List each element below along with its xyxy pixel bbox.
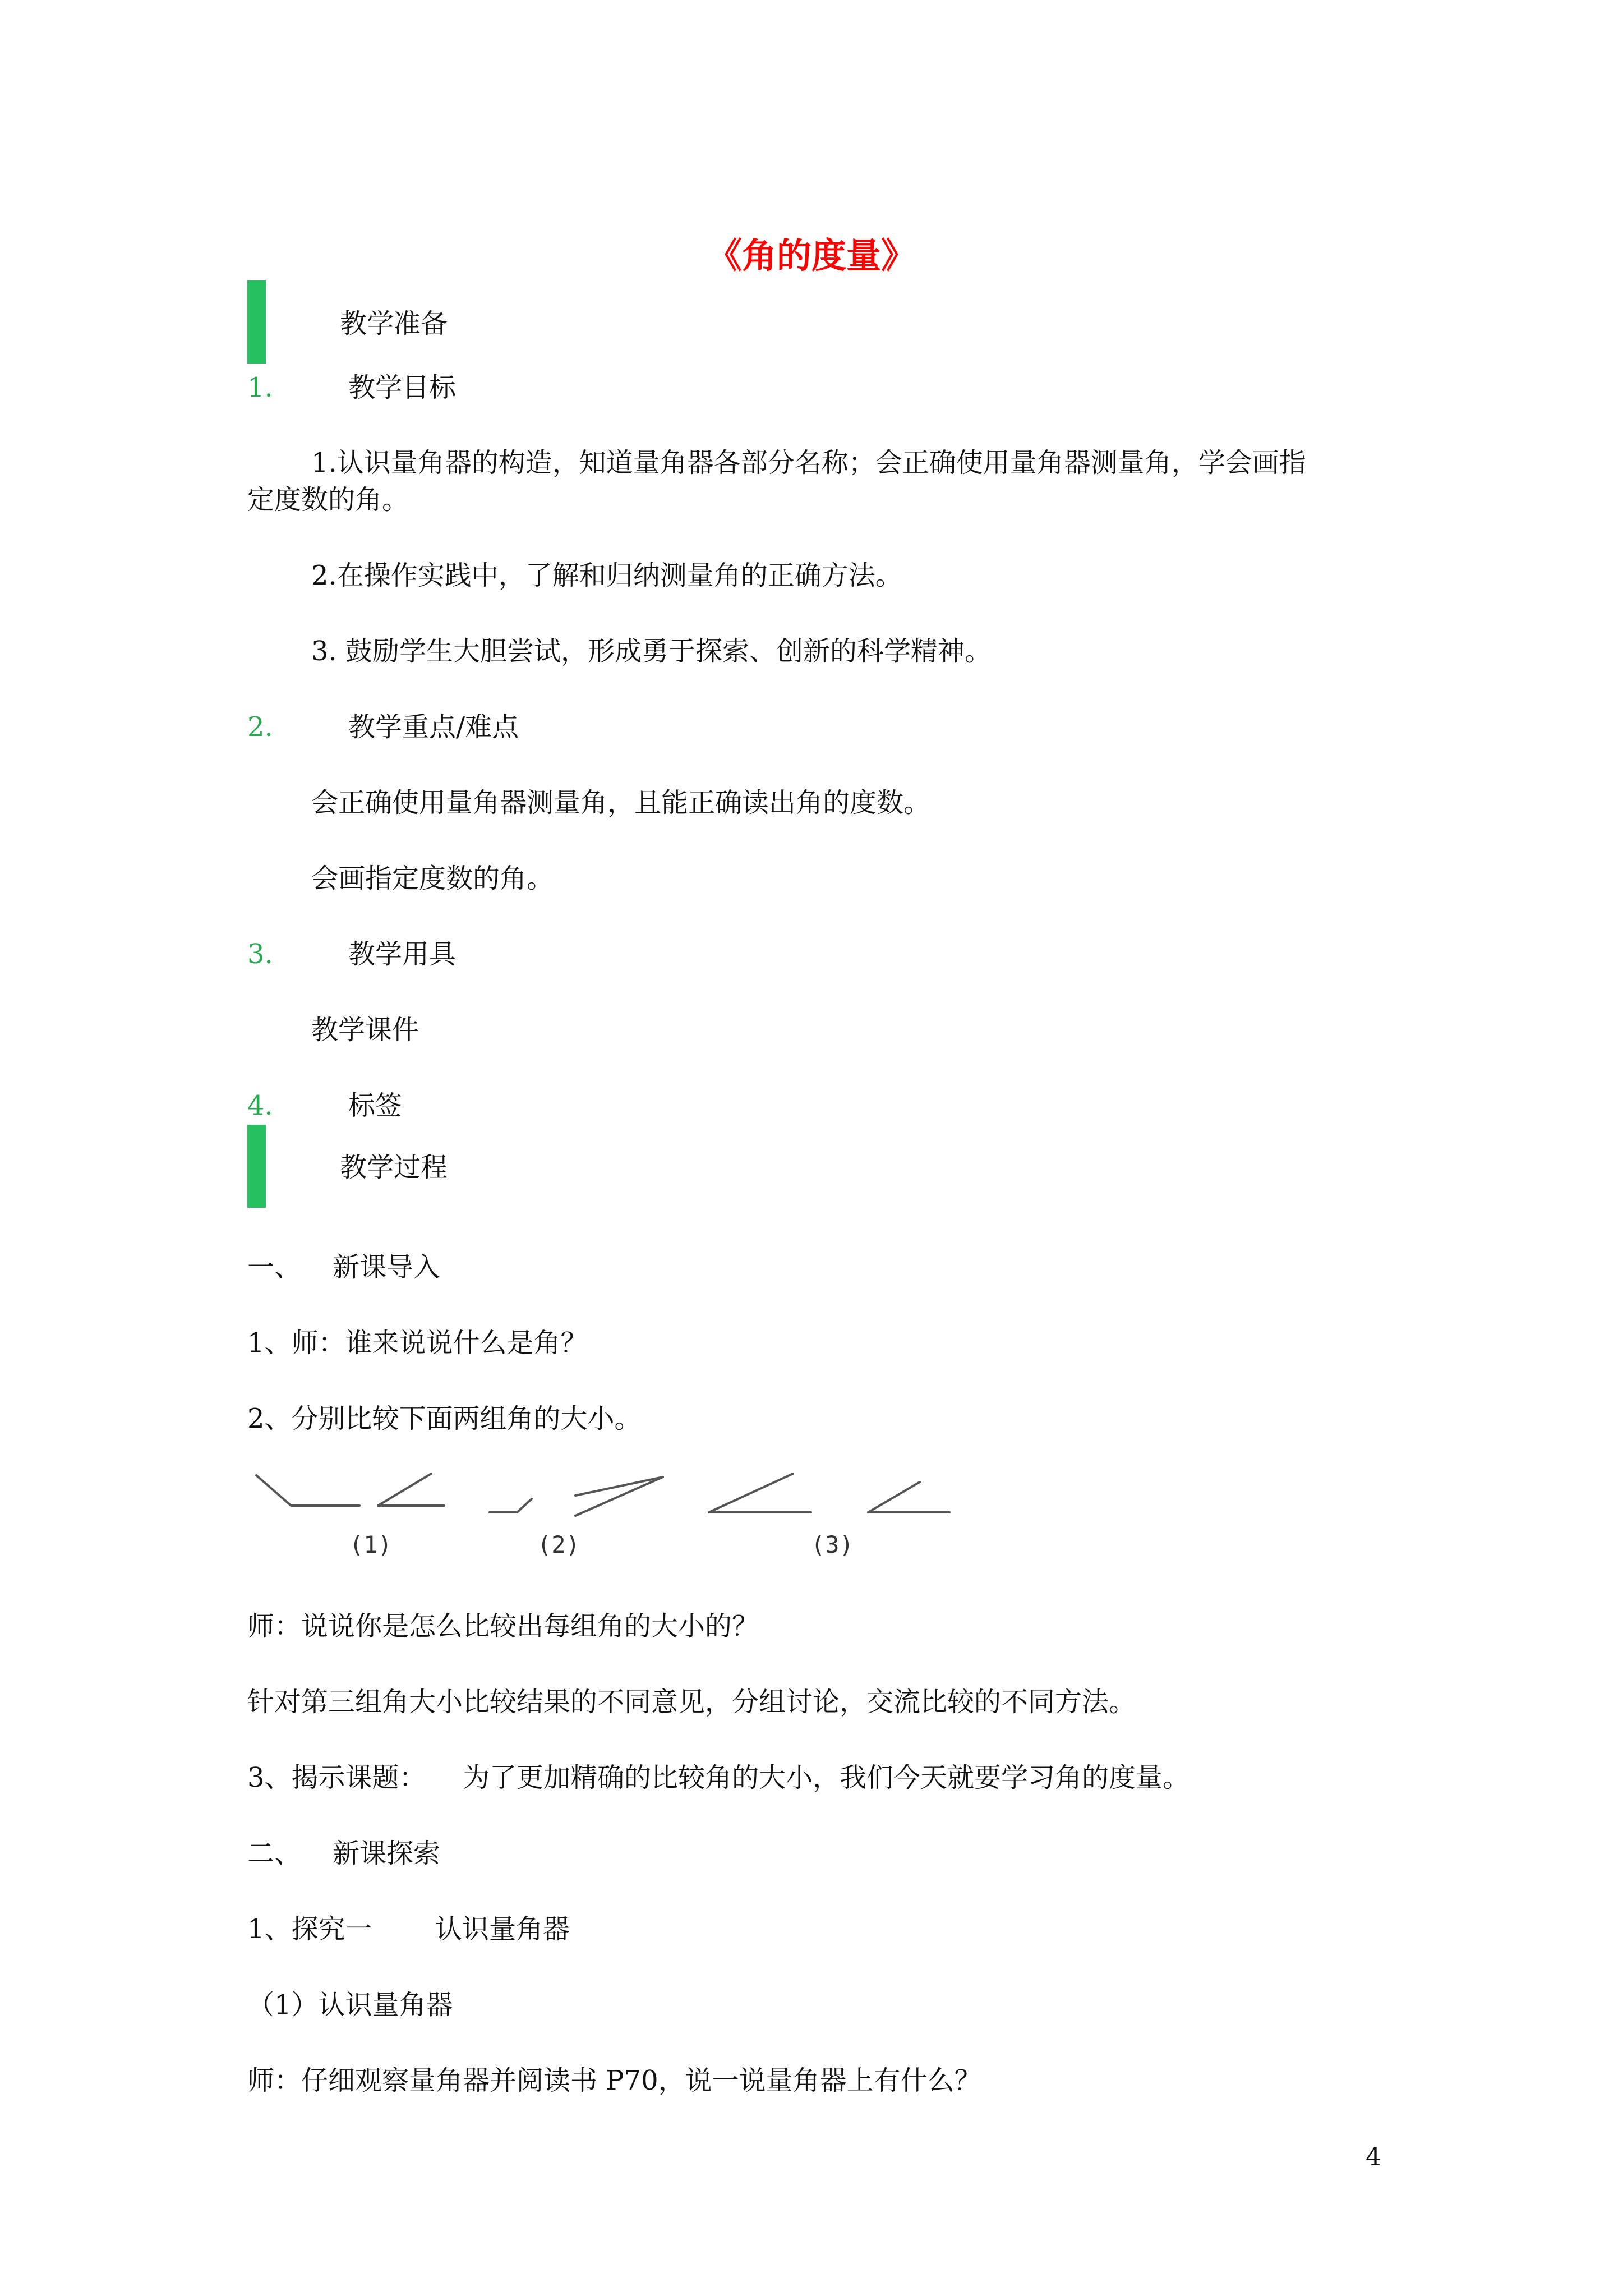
item-label: 教学目标 [348, 372, 457, 403]
page-title: 《角的度量》 [707, 235, 916, 276]
figure-label: (2) [537, 1531, 580, 1558]
part-heading-number: 二、 [247, 1838, 302, 1869]
goal-line: 定度数的角。 [247, 484, 409, 516]
section-heading-process: 教学过程 [340, 1152, 448, 1183]
item-number: 2. [247, 711, 273, 743]
angle-ray [709, 1474, 793, 1512]
body-line: 为了更加精确的比较角的大小，我们今天就要学习角的度量。 [463, 1762, 1190, 1793]
item-number: 3. [247, 938, 273, 970]
body-line: 1、师：谁来说说什么是角？ [247, 1327, 588, 1359]
goal-line: 1.认识量角器的构造，知道量角器各部分名称；会正确使用量角器测量角，学会画指 [311, 447, 1306, 478]
section-heading-prep: 教学准备 [340, 308, 448, 339]
body-line: （1）认识量角器 [247, 1989, 453, 2021]
tools-text: 教学课件 [311, 1014, 419, 1046]
body-line: 师：仔细观察量角器并阅读书 P70，说一说量角器上有什么？ [247, 2065, 981, 2096]
item-label: 教学重点/难点 [348, 711, 519, 743]
body-line: 认识量角器 [435, 1913, 570, 1945]
body-line: 师：说说你是怎么比较出每组角的大小的？ [247, 1611, 759, 1642]
angle-ray [575, 1477, 663, 1496]
angle-group-1 [256, 1474, 444, 1506]
body-line: 2、分别比较下面两组角的大小。 [247, 1403, 642, 1434]
angle-ray [575, 1477, 663, 1516]
item-label: 标签 [348, 1090, 403, 1121]
goal-line: 2.在操作实践中，了解和归纳测量角的正确方法。 [311, 560, 902, 591]
figure-label: (3) [811, 1531, 854, 1558]
keypoint-line: 会正确使用量角器测量角，且能正确读出角的度数。 [311, 787, 931, 818]
angle-ray [378, 1474, 431, 1506]
angle-group-3 [709, 1474, 949, 1512]
figure-label: (1) [349, 1531, 392, 1558]
page-number: 4 [1366, 2143, 1381, 2171]
part-heading: 新课探索 [333, 1838, 441, 1869]
part-heading-number: 一、 [247, 1251, 302, 1283]
angle-ray [517, 1499, 532, 1512]
keypoint-line: 会画指定度数的角。 [311, 863, 554, 894]
item-number: 1. [247, 372, 273, 403]
angle-ray [256, 1475, 291, 1506]
body-line: 3、揭示课题： [247, 1762, 426, 1793]
section-marker-bar [247, 1125, 266, 1208]
angle-comparison-figure [247, 1458, 981, 1571]
body-line: 1、探究一 [247, 1913, 372, 1945]
angle-ray [868, 1482, 920, 1512]
part-heading: 新课导入 [333, 1251, 441, 1283]
goal-line: 3. 鼓励学生大胆尝试，形成勇于探索、创新的科学精神。 [311, 636, 992, 667]
section-marker-bar [247, 280, 266, 364]
item-number: 4. [247, 1090, 273, 1121]
angle-group-2 [490, 1477, 663, 1516]
item-label: 教学用具 [348, 938, 457, 970]
body-line: 针对第三组角大小比较结果的不同意见，分组讨论，交流比较的不同方法。 [247, 1686, 1136, 1718]
